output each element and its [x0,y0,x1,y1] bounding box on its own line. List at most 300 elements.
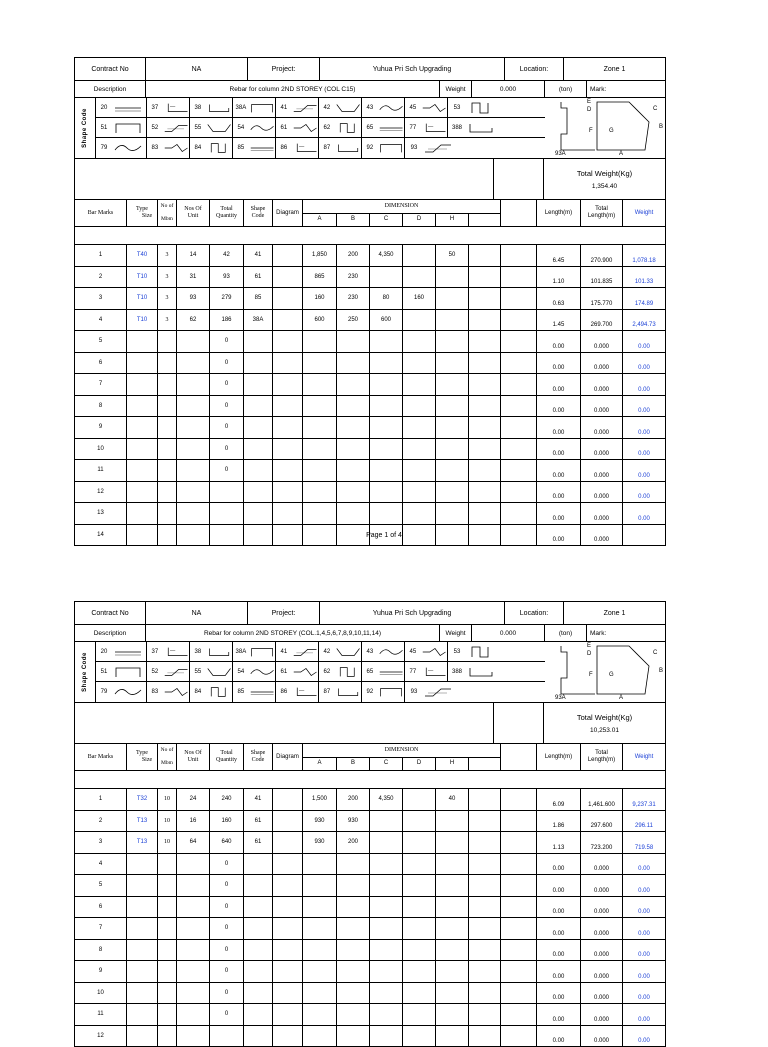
total-length: 0.000 [581,961,623,982]
bar-nos [177,482,210,503]
dim-d [403,482,436,503]
length-header: Length(m) [537,200,581,226]
bar-type [127,439,158,460]
bar-diagram [273,940,303,961]
bar-shape [244,439,273,460]
weight: 0.00 [638,866,650,872]
total-length: 0.000 [581,854,623,875]
dim-d [403,875,436,896]
dim-c [370,353,403,374]
shape-cell [95,682,147,702]
bar-shape [244,503,273,524]
dim-b [337,854,370,875]
bar-mark: 9 [75,417,127,438]
table-row [75,961,665,983]
shape-code: 84 [194,145,202,151]
bar-qty [210,503,244,524]
bar-qty: 0 [210,396,244,417]
bar-rows [75,245,665,545]
bar-mark: 1 [75,245,127,266]
shape-code: 53 [453,648,461,655]
shape-code: 86 [280,689,288,695]
dim-b [337,439,370,460]
bar-nos [177,331,210,352]
shape-code: 38 [194,648,202,655]
table-row [75,460,665,482]
bar-type [127,460,158,481]
dim-d [403,897,436,918]
shape-cell [448,642,545,661]
dim-h [436,353,469,374]
project-value: Yuhua Pri Sch Upgrading [320,602,505,624]
dim-b [337,417,370,438]
bar-type [127,374,158,395]
header-row [75,58,665,81]
dim-a [303,1026,337,1047]
table-row [75,288,665,310]
dim-c [370,331,403,352]
dim-b: 200 [337,789,370,810]
bar-type [127,961,158,982]
shape-cell [319,118,362,137]
dim-a [303,961,337,982]
dim-c [370,811,403,832]
total-length: 0.000 [581,918,623,939]
bar-shape [244,353,273,374]
column-header [75,744,665,771]
weight: 0.00 [638,472,650,479]
dim-a [303,353,337,374]
bar-mark: 11 [75,460,127,481]
bar-mbm [158,897,177,918]
bar-type [127,875,158,896]
bar-mbm: 3 [158,245,177,266]
shape-code: 42 [323,648,331,655]
bar-nos [177,983,210,1004]
bar-qty: 0 [210,1004,244,1025]
length-m: 0.00 [537,1026,581,1047]
shape-code: 84 [194,689,202,695]
shape-cell [95,662,147,681]
bar-shape [244,875,273,896]
shape-cell [190,118,233,137]
dim-d: 160 [403,288,436,309]
total-length: 0.000 [581,897,623,918]
dim-h [436,961,469,982]
bar-nos: 16 [177,811,210,832]
bar-nos [177,353,210,374]
shape-code: 92 [366,145,374,151]
dim-h [436,310,469,331]
dim-c [370,918,403,939]
dim-b [337,961,370,982]
shape-row [95,662,545,682]
bar-mbm: 3 [158,288,177,309]
bar-shape [244,983,273,1004]
dim-d [403,460,436,481]
bar-nos [177,854,210,875]
dim-h [436,267,469,288]
length-header: Length(m) [537,744,581,770]
shape-cell [405,138,545,158]
dim-d [403,267,436,288]
bar-type: T13 [127,811,158,832]
bar-shape [244,374,273,395]
bar-nos [177,961,210,982]
bar-mark: 1 [75,789,127,810]
shape-cell [233,118,276,137]
dim-c [370,832,403,853]
bar-diagram [273,897,303,918]
bar-diagram [273,245,303,266]
shape-cell [190,642,233,661]
header-row [75,602,665,625]
bar-diagram [273,918,303,939]
bar-diagram [273,417,303,438]
dim-d [403,331,436,352]
dim-d [403,1026,436,1047]
dim-h [436,1004,469,1025]
bar-qty: 0 [210,875,244,896]
weight: 174.89 [634,300,654,307]
bar-qty: 0 [210,374,244,395]
total-qty-header: Total Quantity [210,744,244,770]
bar-nos [177,503,210,524]
mark-shape-icon [545,98,666,158]
shape-code: 87 [323,689,331,695]
bar-mark: 12 [75,482,127,503]
shape-cell [95,98,147,117]
length-m: 6.45 [537,245,581,266]
weight: 0.00 [638,365,650,371]
bar-shape [244,854,273,875]
bar-mbm [158,331,177,352]
location-value: Zone 1 [603,65,626,73]
bar-shape: 41 [244,245,273,266]
bar-shape [244,897,273,918]
shape-code: 53 [453,104,461,111]
dim-b [337,875,370,896]
shape-row [95,642,545,662]
shape-code-label: Shape Code [75,642,96,702]
bar-shape [244,1004,273,1025]
total-length: 0.000 [581,374,623,395]
dim-d [403,1004,436,1025]
dim-b [337,983,370,1004]
bar-qty: 0 [210,854,244,875]
mark-label: Mark: [590,85,607,93]
bar-shape: 61 [244,811,273,832]
shape-code: 54 [237,124,245,131]
bar-type [127,396,158,417]
dim-c: 4,350 [370,245,403,266]
dim-b: 930 [337,811,370,832]
spare-header [501,200,537,226]
bar-mark: 2 [75,267,127,288]
dim-c [370,854,403,875]
bar-mark: 8 [75,396,127,417]
total-length: 0.000 [581,1004,623,1025]
dim-a: 865 [303,267,337,288]
table-row [75,918,665,940]
bar-mark: 2 [75,811,127,832]
dim-d [403,789,436,810]
bar-type [127,353,158,374]
bar-nos: 64 [177,832,210,853]
dim-d [403,417,436,438]
dim-h [436,417,469,438]
bar-diagram [273,875,303,896]
description-label: Description [75,81,146,97]
total-length-header: Total Length(m) [581,744,623,770]
weight: 0.00 [638,343,650,350]
weight: 0.00 [638,973,650,980]
bar-qty: 0 [210,331,244,352]
shape-cell [405,98,448,117]
weight-header: Weight [634,209,654,216]
bar-mark: 11 [75,1004,127,1025]
weight: 0.00 [638,1016,650,1023]
dim-a [303,983,337,1004]
project-label: Project: [248,58,320,80]
dim-b [337,918,370,939]
shape-cell [276,682,319,702]
bar-qty [210,482,244,503]
dim-a: 600 [303,310,337,331]
bar-nos [177,1026,210,1047]
bar-nos: 62 [177,310,210,331]
weight-label: Weight [440,81,472,97]
bar-qty: 160 [210,811,244,832]
bar-type: T40 [127,245,158,266]
bar-mbm: 10 [158,832,177,853]
bbs-sheet-1 [74,57,666,546]
weight: 0.00 [638,515,650,522]
dim-d [403,983,436,1004]
weight: 101.33 [634,279,654,285]
shape-code: 93 [410,689,418,695]
bar-mbm [158,482,177,503]
shape-code: 85 [237,145,245,151]
bbs-sheet-2 [74,601,666,1047]
description-row [75,81,665,98]
spare-header [501,744,537,770]
shape-code: 77 [409,668,417,675]
shape-code: 54 [237,668,245,675]
total-length: 101.835 [581,267,623,288]
shape-code: 61 [280,668,288,675]
dim-c: 4,350 [370,789,403,810]
dim-d [403,940,436,961]
length-m: 0.00 [537,396,581,417]
dim-d [403,396,436,417]
shape-code-header: Shape Code [244,200,273,226]
length-m: 1.13 [537,832,581,853]
dim-c [370,940,403,961]
bar-shape [244,331,273,352]
bar-mbm [158,1026,177,1047]
contract-value: NA [146,602,248,624]
bar-diagram [273,310,303,331]
bar-qty: 0 [210,439,244,460]
bar-qty: 279 [210,288,244,309]
table-row [75,439,665,461]
shape-cell [190,98,233,117]
weight: 0.00 [638,995,650,1001]
shape-cell [362,662,405,681]
bar-qty: 186 [210,310,244,331]
bar-shape [244,1026,273,1047]
bar-qty: 0 [210,983,244,1004]
bar-qty: 0 [210,460,244,481]
dim-a: 160 [303,288,337,309]
dimension-header: DIMENSION A B C D H [303,744,501,770]
location-value: Zone 1 [603,609,626,617]
weight: 0.00 [638,451,650,457]
total-length: 0.000 [581,417,623,438]
bar-rows [75,789,665,1046]
length-m: 6.09 [537,789,581,810]
weight: 9,237.31 [632,801,656,808]
table-row [75,310,665,332]
bar-diagram [273,331,303,352]
bar-diagram [273,811,303,832]
bar-type [127,503,158,524]
ton-label: (ton) [545,81,587,97]
table-row [75,789,665,811]
shape-cell [147,98,190,117]
table-row [75,245,665,267]
dim-a: 930 [303,811,337,832]
bar-diagram [273,288,303,309]
bar-mbm [158,1004,177,1025]
total-length: 0.000 [581,503,623,524]
bar-diagram [273,396,303,417]
length-m: 0.00 [537,854,581,875]
weight-label: Weight [440,625,472,641]
ton-label: (ton) [545,625,587,641]
dim-d [403,961,436,982]
bar-shape [244,460,273,481]
table-row [75,1004,665,1026]
location-label: Location: [505,602,564,624]
length-m: 0.00 [537,482,581,503]
dim-d [403,374,436,395]
shape-code: 87 [323,145,331,151]
dim-d [403,310,436,331]
length-m: 0.00 [537,1004,581,1025]
shape-cell [405,682,545,702]
bar-diagram [273,267,303,288]
dim-c [370,1004,403,1025]
mark-diagram: E D C B F G A 93A [545,98,666,158]
dim-b [337,1026,370,1047]
dim-a [303,482,337,503]
weight: 0.00 [638,887,650,894]
weight: 0.00 [638,909,650,915]
weight: 0.00 [638,429,650,436]
dim-c [370,460,403,481]
dim-a [303,331,337,352]
dim-b [337,374,370,395]
weight: 0.00 [638,386,650,393]
bar-nos [177,460,210,481]
shape-cell [233,682,276,702]
shape-row [95,138,545,158]
dim-d [403,854,436,875]
dim-a [303,1004,337,1025]
weight: 0.00 [638,408,650,414]
bar-mbm [158,460,177,481]
table-row [75,1026,665,1047]
total-weight-value: 10,253.01 [590,726,619,734]
dim-a: 1,500 [303,789,337,810]
project-value: Yuhua Pri Sch Upgrading [320,58,505,80]
bar-mbm [158,961,177,982]
shape-cell [362,118,405,137]
dim-a [303,854,337,875]
total-length: 0.000 [581,353,623,374]
dim-a [303,897,337,918]
length-m: 0.00 [537,374,581,395]
length-m: 1.86 [537,811,581,832]
dim-d [403,353,436,374]
bar-diagram [273,983,303,1004]
project-label: Project: [248,602,320,624]
dim-c [370,374,403,395]
total-length: 0.000 [581,396,623,417]
shape-code: 37 [151,104,159,111]
shape-code: 61 [280,124,288,131]
description-value: Rebar for column 2ND STOREY (COL.1,4,5,6,7,8,9,10,11,14) [146,625,440,641]
total-length-header: Total Length(m) [581,200,623,226]
dim-b [337,331,370,352]
bar-mbm [158,396,177,417]
table-row [75,811,665,833]
shape-cell [147,118,190,137]
bar-mbm: 3 [158,310,177,331]
dim-h [436,482,469,503]
bar-mbm [158,374,177,395]
dim-d [403,439,436,460]
shape-code: 79 [100,145,108,151]
shape-row [95,682,545,702]
shape-code: 45 [409,648,417,655]
bar-mark: 5 [75,331,127,352]
table-row [75,875,665,897]
dim-h: 40 [436,789,469,810]
shape-code: 388 [451,124,462,131]
bar-nos [177,897,210,918]
shape-cell [190,682,233,702]
dim-h [436,374,469,395]
nos-unit-header: Nos Of Unit [177,200,210,226]
shape-cell [95,642,147,661]
table-row [75,503,665,525]
total-length: 175.770 [581,288,623,309]
dim-c [370,503,403,524]
bar-qty: 42 [210,245,244,266]
dim-b: 230 [337,288,370,309]
bar-diagram [273,1004,303,1025]
shape-code: 92 [366,689,374,695]
bar-nos [177,396,210,417]
bar-shape: 41 [244,789,273,810]
bar-diagram [273,961,303,982]
bar-mbm [158,875,177,896]
bar-type [127,854,158,875]
shape-code: 65 [366,124,374,131]
